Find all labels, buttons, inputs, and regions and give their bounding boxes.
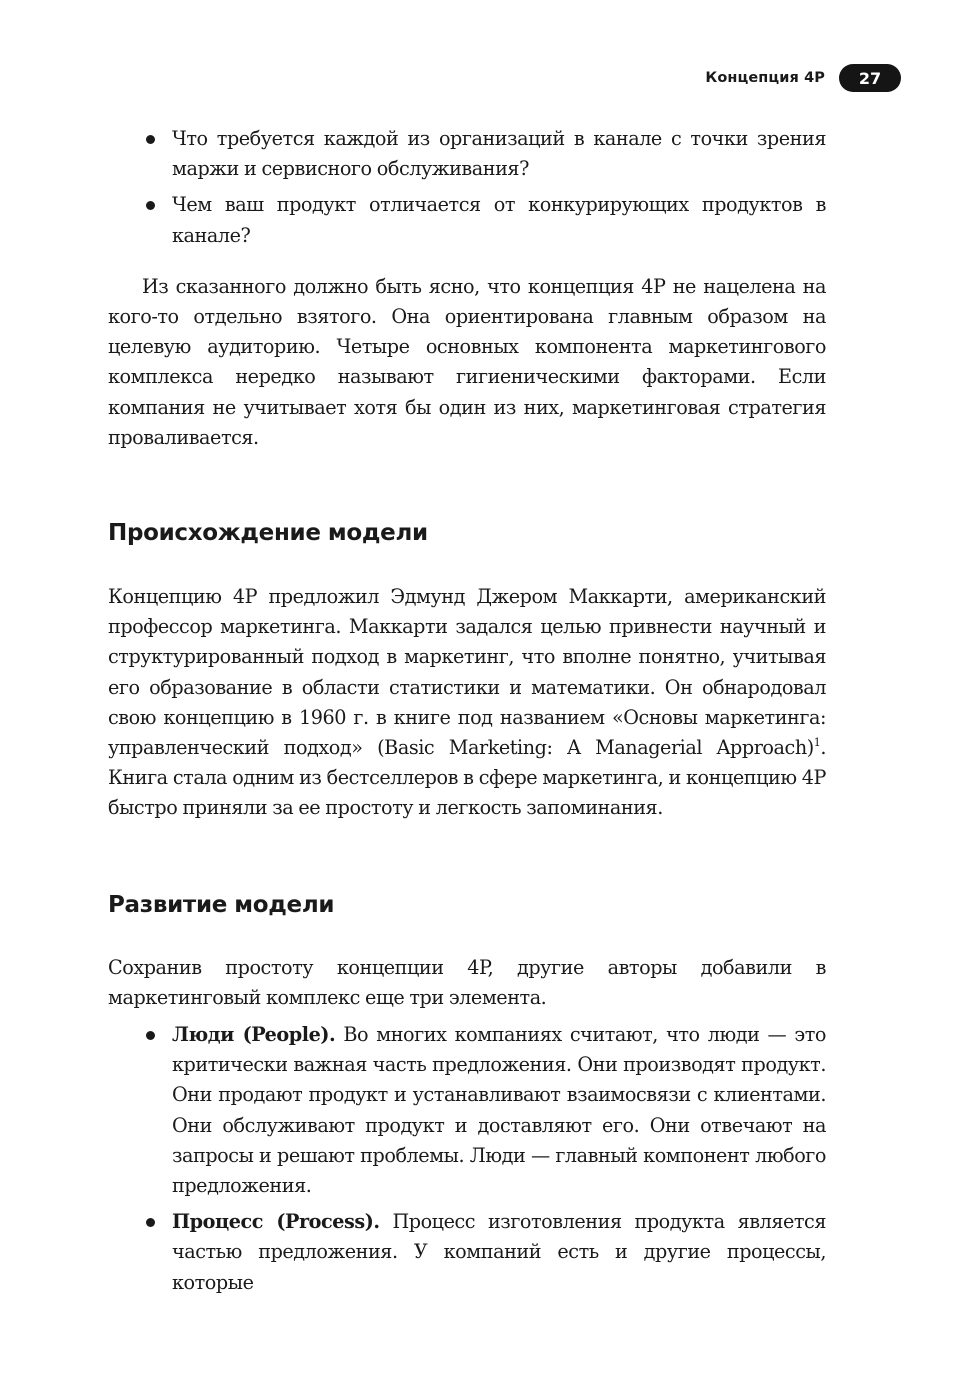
origin-paragraph-main: Концепцию 4P предложил Эдмунд Джером Маккарти, американский профессор маркетинга. Маккарти задался целью привнести научный и структурированный подход в маркетинг, что вполне понятно, учитывая его образование в области статистики и математики. Он обнародовал свою концепцию в 1960 г. в книге под названием «Основы маркетинга: управленческий подход» (Basic Marketing: A Managerial Approach): [108, 585, 826, 760]
list-item: [172, 190, 826, 250]
list-item-text: Процесс изготовления продукта является частью предложения. У компаний есть и другие процессы, которые: [172, 1210, 826, 1294]
bullet-icon: [146, 135, 155, 144]
list-item: [172, 124, 826, 184]
origin-paragraph-tail: . Книга стала одним из бестселлеров в сфере маркетинга, и концепцию 4P быстро приняли за ее простоту и легкость запоминания.: [108, 736, 826, 820]
list-item-term: Люди (People).: [172, 1023, 336, 1047]
development-paragraph: Сохранив простоту концепции 4P, другие авторы добавили в маркетинговый комплекс еще три элемента.: [108, 955, 826, 1009]
list-item-text: Чем ваш продукт отличается от конкурирующих продуктов в канале?: [172, 193, 826, 247]
page-header: [705, 64, 901, 92]
bullet-icon: [146, 1031, 155, 1040]
list-item: [172, 1020, 826, 1201]
bullet-icon: [146, 201, 155, 210]
origin-paragraph: [108, 582, 826, 824]
page-content: [108, 124, 826, 1304]
footnote-reference[interactable]: 1: [813, 736, 821, 750]
section-heading-development: Развитие модели: [108, 891, 335, 918]
list-item-text: Во многих компаниях считают, что люди — это критически важная часть предложения. Они производят продукт. Они продают продукт и устанавливают взаимосвязи с клиентами. Они обслуживают продукт и доставляют его. Они отвечают на запросы и решают проблемы. Люди — главный компонент любого предложения.: [172, 1023, 826, 1198]
intro-bullet-list: [108, 124, 826, 251]
section-heading-origin: Происхождение модели: [108, 520, 428, 547]
running-title: Концепция 4P: [705, 70, 825, 86]
list-item-text: Что требуется каждой из организаций в канале с точки зрения маржи и сервисного обслуживания?: [172, 127, 826, 181]
list-item: [172, 1207, 826, 1298]
list-item-term: Процесс (Process).: [172, 1210, 380, 1234]
page-number-badge: 27: [839, 64, 901, 92]
development-bullet-list: [108, 1020, 826, 1298]
intro-paragraph: Из сказанного должно быть ясно, что концепция 4P не нацелена на кого-то отдельно взятого. Она ориентирована главным образом на целевую аудиторию. Четыре основных компонента маркетингового комплекса нередко называют гигиеническими факторами. Если компания не учитывает хотя бы один из них, маркетинговая стратегия проваливается.: [108, 274, 826, 449]
bullet-icon: [146, 1218, 155, 1227]
